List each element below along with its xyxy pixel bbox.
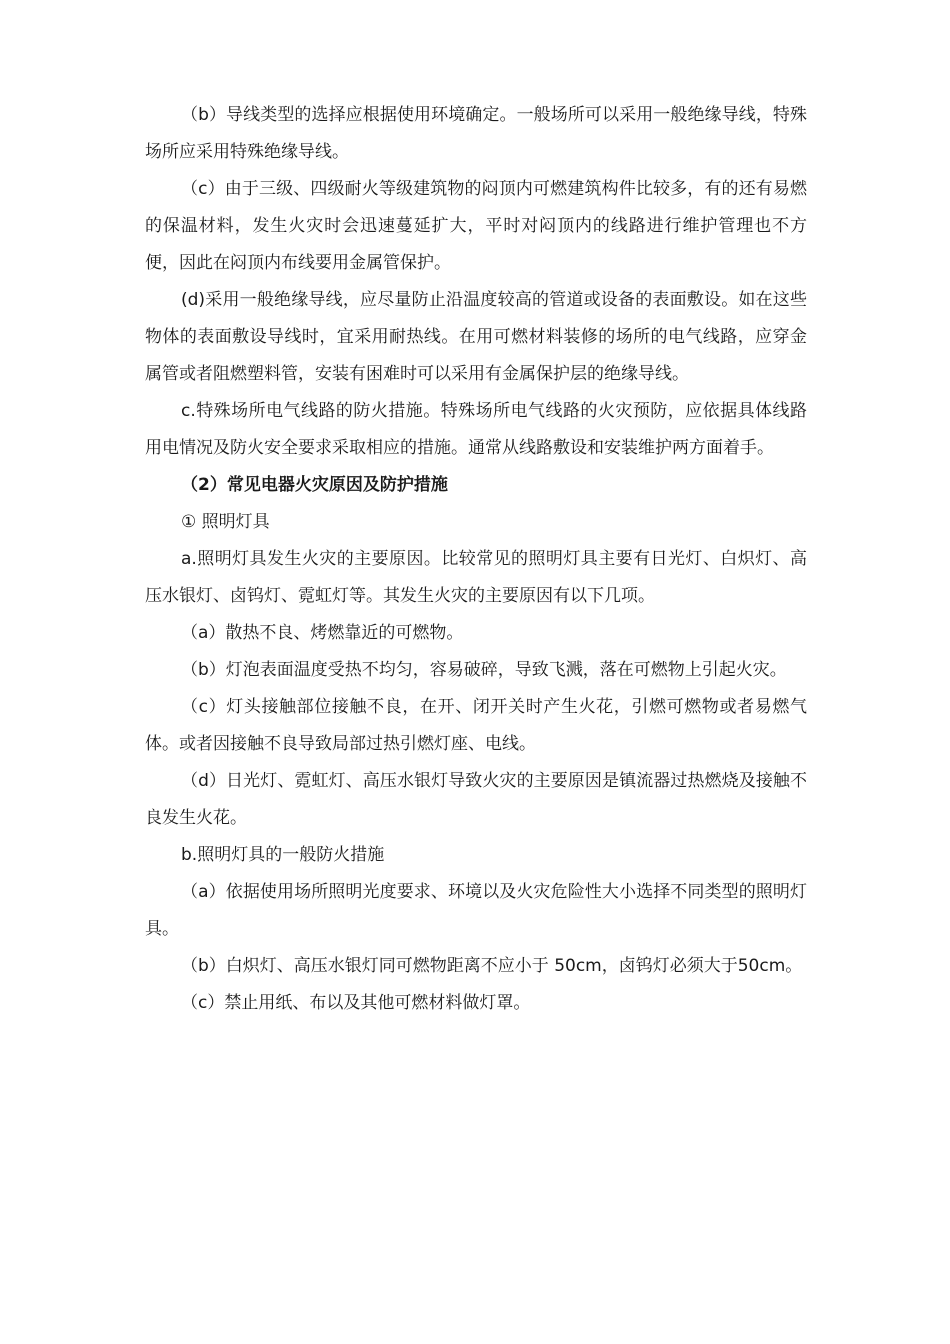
subsection-lighting: ① 照明灯具 — [181, 512, 270, 532]
paragraph-wire-type: （b）导线类型的选择应根据使用环境确定。一般场所可以采用一般绝缘导线，特殊场所应采用特殊绝缘导线。 — [145, 105, 807, 162]
paragraph-measure-a: （a）依据使用场所照明光度要求、环境以及火灾危险性大小选择不同类型的照明灯具。 — [145, 882, 807, 939]
paragraph-measure-c: （c）禁止用纸、布以及其他可燃材料做灯罩。 — [181, 993, 531, 1013]
paragraph-measure-b: （b）白炽灯、高压水银灯同可燃物距离不应小于 50cm，卤钨灯必须大于50cm。 — [181, 956, 803, 976]
paragraph-cause-d: （d）日光灯、霓虹灯、高压水银灯导致火灾的主要原因是镇流器过热燃烧及接触不良发生火花。 — [145, 771, 807, 828]
paragraph-cause-c: （c）灯头接触部位接触不良，在开、闭开关时产生火花，引燃可燃物或者易燃气体。或者因接触不良导致局部过热引燃灯座、电线。 — [145, 697, 807, 754]
paragraph-cause-b: （b）灯泡表面温度受热不均匀，容易破碎，导致飞溅，落在可燃物上引起火灾。 — [181, 660, 787, 680]
paragraph-measures-title: b.照明灯具的一般防火措施 — [181, 845, 385, 865]
paragraph-cause-a: （a）散热不良、烤燃靠近的可燃物。 — [181, 623, 464, 643]
document-page — [145, 97, 807, 1022]
section-heading: （2）常见电器火灾原因及防护措施 — [181, 475, 448, 495]
paragraph-heat-resistant-wire: (d)采用一般绝缘导线，应尽量防止沿温度较高的管道或设备的表面敷设。如在这些物体的表面敷设导线时，宜采用耐热线。在用可燃材料装修的场所的电气线路，应穿金属管或者阻燃塑料管，安装有困难时可以采用有金属保护层的绝缘导线。 — [145, 290, 807, 384]
paragraph-lighting-causes: a.照明灯具发生火灾的主要原因。比较常见的照明灯具主要有日光灯、白炽灯、高压水银灯、卤钨灯、霓虹灯等。其发生火灾的主要原因有以下几项。 — [145, 549, 807, 606]
paragraph-special-places: c.特殊场所电气线路的防火措施。特殊场所电气线路的火灾预防，应依据具体线路用电情况及防火安全要求采取相应的措施。通常从线路敷设和安装维护两方面着手。 — [145, 401, 807, 458]
paragraph-attic-wiring: （c）由于三级、四级耐火等级建筑物的闷顶内可燃建筑构件比较多，有的还有易燃的保温材料，发生火灾时会迅速蔓延扩大，平时对闷顶内的线路进行维护管理也不方便，因此在闷顶内布线要用金属管保护。 — [145, 179, 807, 273]
